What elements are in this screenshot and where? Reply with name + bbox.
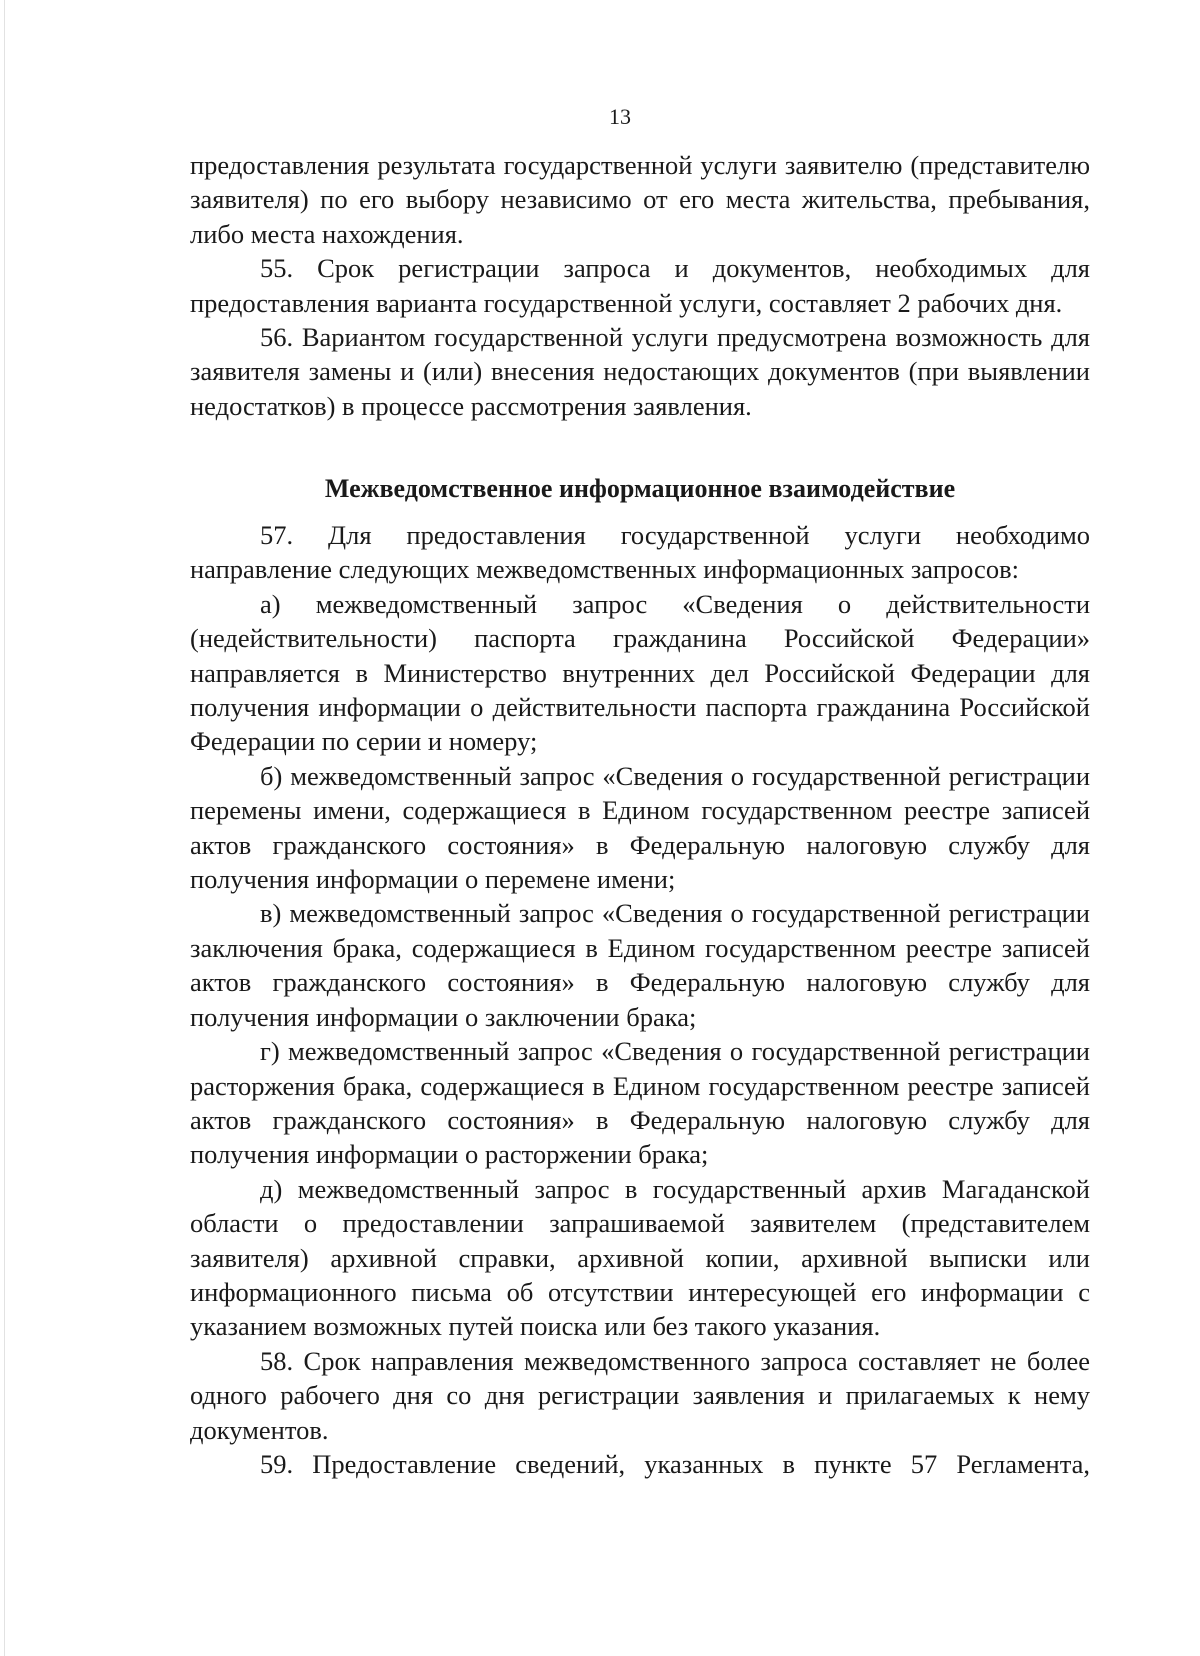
paragraph-55: 55. Срок регистрации запроса и документов, необходимых для предоставления варианта государственной услуги, составляет 2 рабочих дня. (190, 253, 1090, 318)
top-text-block (190, 148, 1090, 423)
paragraph-57-b: б) межведомственный запрос «Сведения о государственной регистрации перемены имени, содержащиеся в Едином государственном реестре записей актов гражданского состояния» в Федеральную налоговую службу для получения информации о перемене имени; (190, 760, 1090, 895)
paragraph-57-g: г) межведомственный запрос «Сведения о государственной регистрации расторжения брака, содержащиеся в Едином государственном реестре записей актов гражданского состояния» в Федеральную налоговую службу для получения информации о расторжении брака; (190, 1036, 1090, 1170)
scan-edge-line (4, 0, 5, 1656)
page-number: 13 (609, 104, 631, 129)
paragraph-continuation: предоставления результата государственной услуги заявителю (представителю заявителя) по его выбору независимо от его места жительства, пребывания, либо места нахождения. (190, 150, 1090, 249)
paragraph-56: 56. Вариантом государственной услуги предусмотрена возможность для заявителя замены и (или) внесения недостающих документов (при выявлении недостатков) в процессе рассмотрения заявления. (190, 322, 1090, 421)
bottom-text-block (190, 518, 1090, 1481)
paragraph-57-v: в) межведомственный запрос «Сведения о государственной регистрации заключения брака, содержащиеся в Едином государственном реестре записей актов гражданского состояния» в Федеральную налоговую службу для получения информации о заключении брака; (190, 898, 1090, 1032)
paragraph-58: 58. Срок направления межведомственного запроса составляет не более одного рабочего дня со дня регистрации заявления и прилагаемых к нему документов. (190, 1345, 1090, 1445)
paragraph-59: 59. Предоставление сведений, указанных в пункте 57 Регламента, (260, 1448, 1090, 1479)
paragraph-57-a: а) межведомственный запрос «Сведения о действительности (недействительности) паспорта гражданина Российской Федерации» направляется в Министерство внутренних дел Российской Федерации для получения информации о действительности паспорта гражданина Российской Федерации по серии и номеру; (190, 588, 1090, 757)
section-heading: Межведомственное информационное взаимодействие (324, 474, 956, 503)
paragraph-57-d: д) межведомственный запрос в государственный архив Магаданской области о предоставлении запрашиваемой заявителем (представителем заявителя) архивной справки, архивной копии, архивной выписки или информационного письма об отсутствии интересующей его информации с указанием возможных путей поиска или без такого указания. (190, 1173, 1090, 1342)
paragraph-57: 57. Для предоставления государственной услуги необходимо направление следующих межведомственных информационных запросов: (190, 520, 1090, 585)
